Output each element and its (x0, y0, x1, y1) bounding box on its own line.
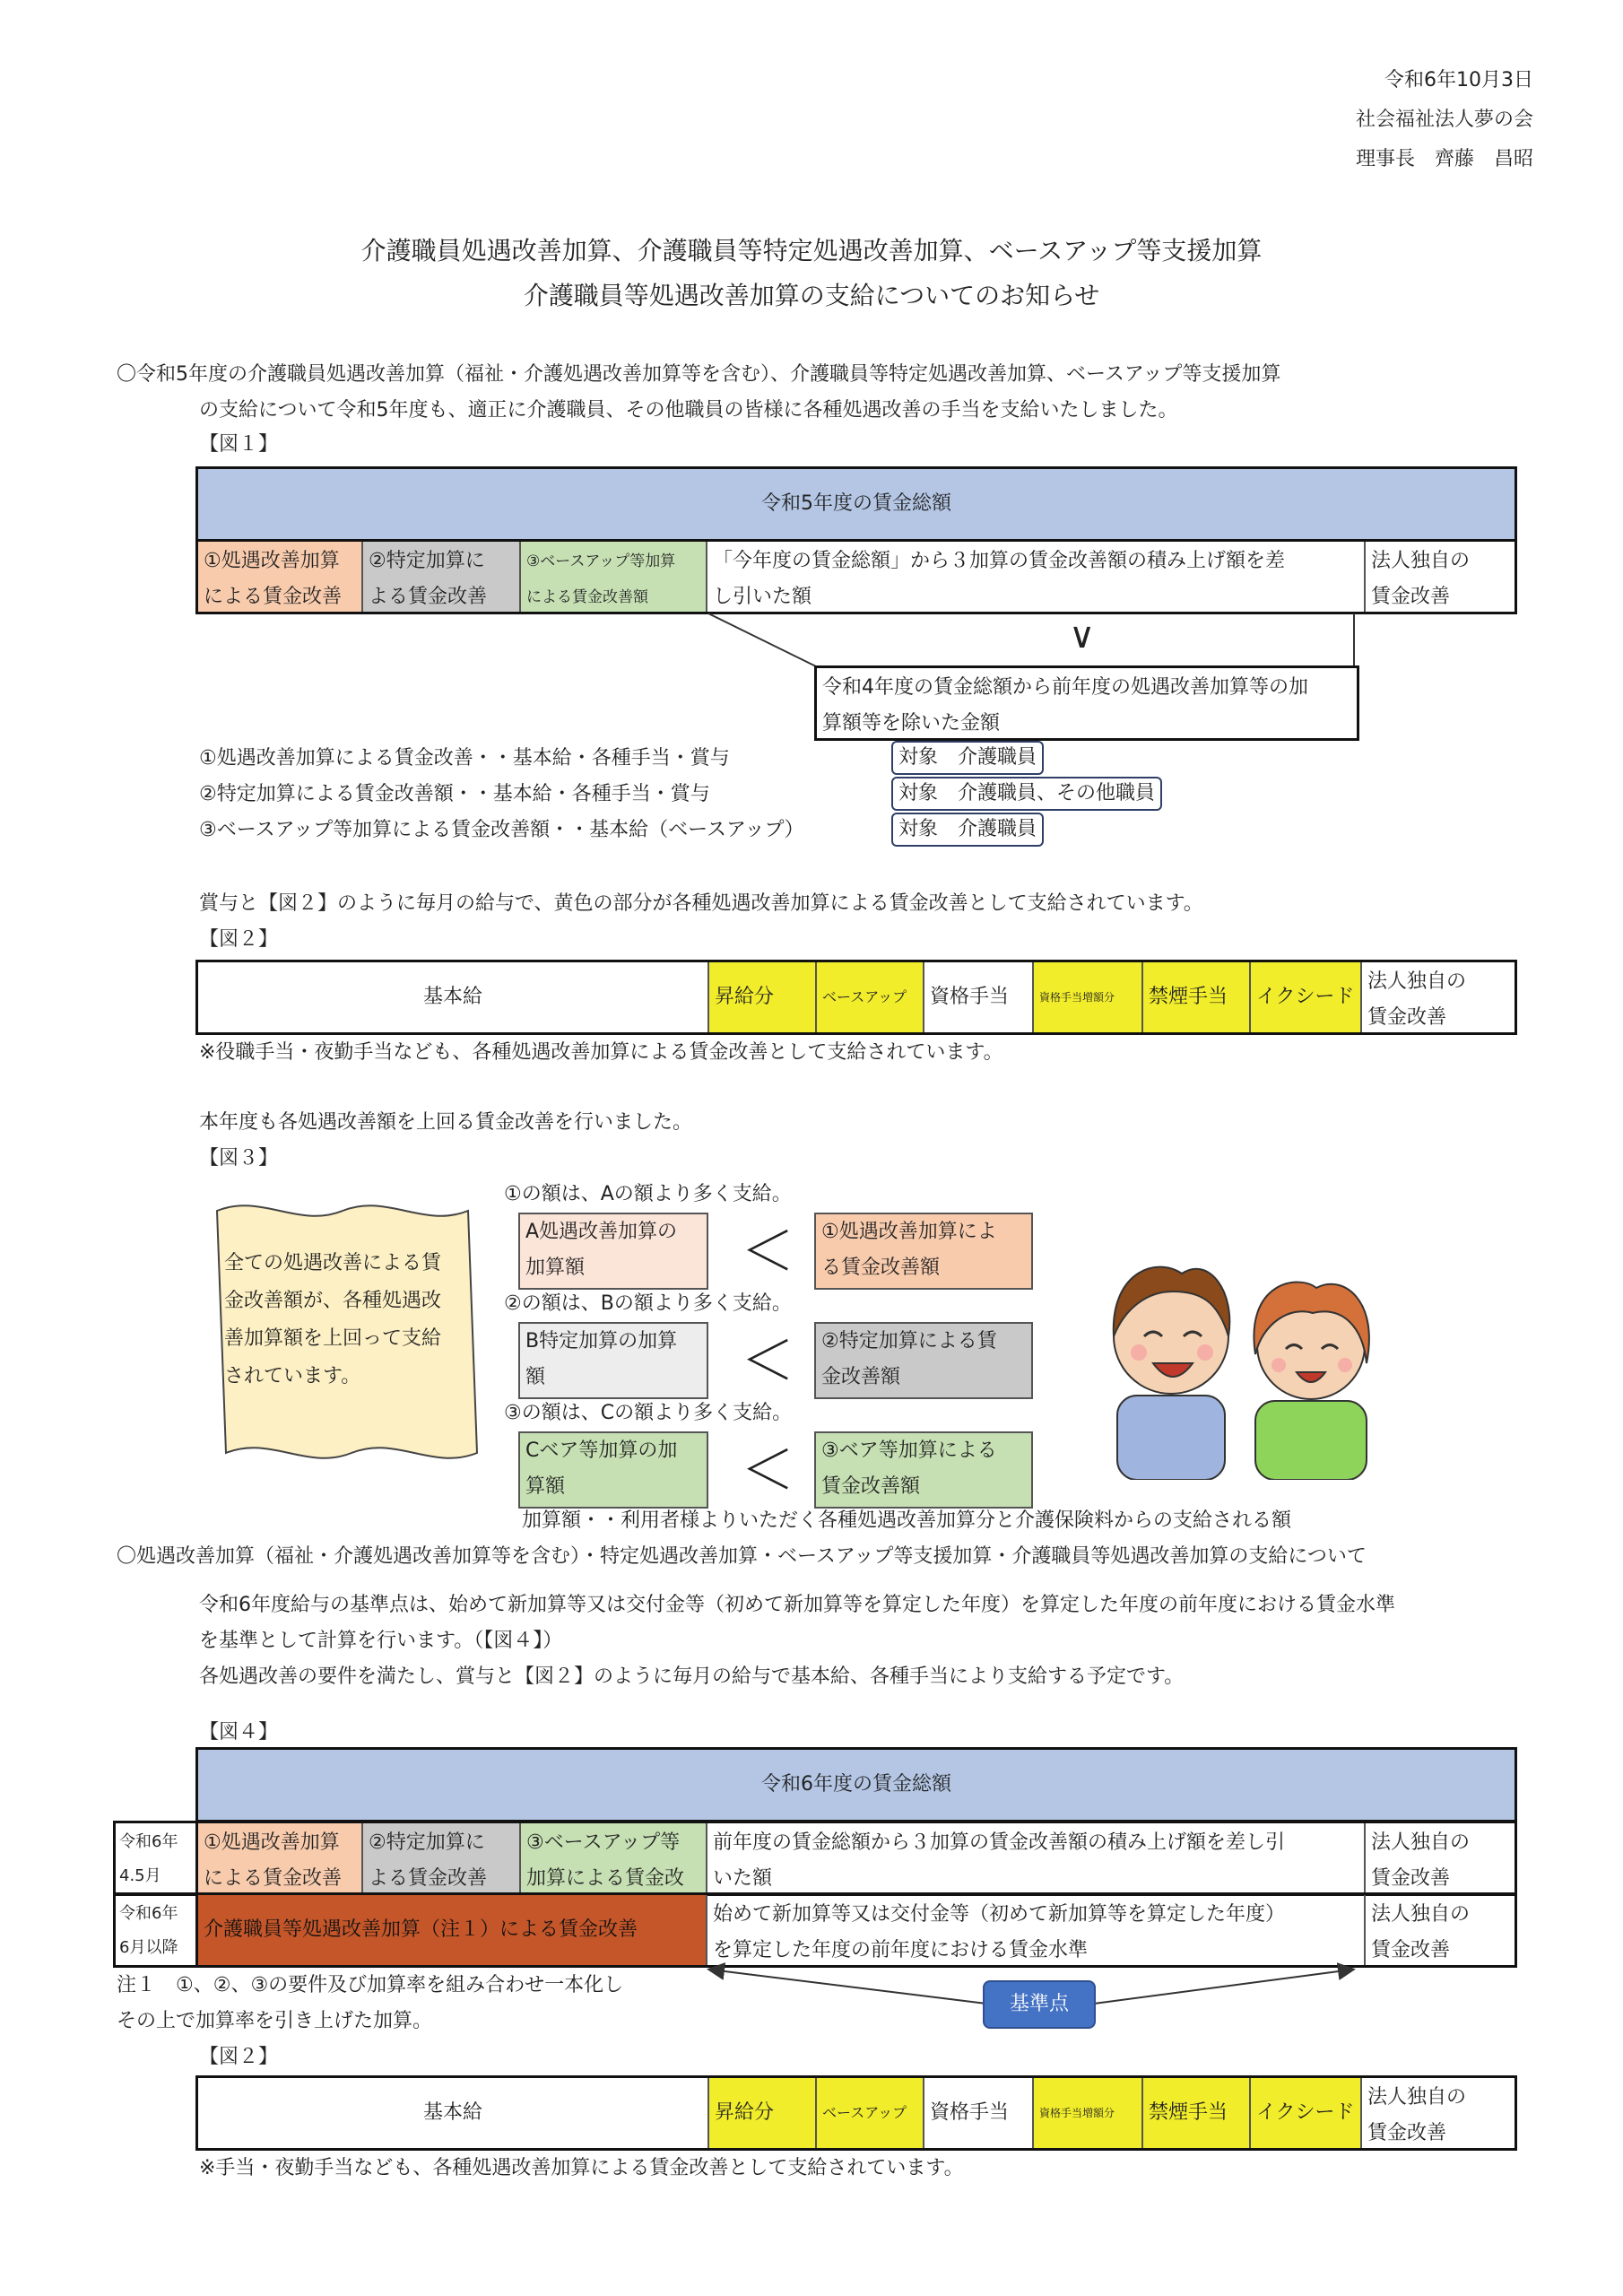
fig2b-cell-original (1362, 2078, 1515, 2148)
fig1-greater-than: ∨ (1069, 615, 1096, 657)
fig4-r2-original-line2: 賃金改善 (1371, 1939, 1451, 1961)
page-title-line1: 介護職員処遇改善加算、介護職員等特定処遇改善加算、ベースアップ等支援加算 (360, 236, 1263, 265)
fig3-scroll-line2: 金改善額が、各種処遇改 (224, 1290, 442, 1312)
fig1-header (195, 466, 1517, 542)
fig4-header-text: 令和6年度の賃金総額 (761, 1773, 951, 1796)
fig3-row3-less-than: ＜ (741, 1439, 794, 1502)
fig4-r1-tokutei-line2: よる賃金改善 (369, 1867, 488, 1890)
fig3-row1-heading: ①の額は、Aの額より多く支給。 (504, 1183, 792, 1205)
fig4-header (195, 1747, 1517, 1822)
fig4-r1-baseup-line1: ③ベースアップ等 (526, 1831, 681, 1854)
fig1-cell-remainder (707, 542, 1366, 612)
header-block (1356, 61, 1533, 179)
fig3-row3-left-line2: 算額 (525, 1475, 566, 1498)
fig4-label: 【図４】 (199, 1721, 279, 1744)
issue-date: 令和6年10月3日 (1384, 69, 1533, 91)
fig2-cell-shokyu: 昇給分 (709, 962, 817, 1032)
fig3-row1-left-line1: A処遇改善加算の (525, 1221, 678, 1243)
organization-name: 社会福祉法人夢の会 (1355, 109, 1533, 131)
fig4-note2: その上で加算率を引き上げた加算。 (117, 2010, 433, 2032)
fig1-cell-shogu (198, 542, 363, 612)
fig4-r2-kijun-line1: 始めて新加算等又は交付金等（初めて新加算等を算定した年度） (713, 1903, 1286, 1926)
fig3-intro: 本年度も各処遇改善額を上回る賃金改善を行いました。 (199, 1111, 693, 1134)
target-tag-3: 対象 介護職員 (891, 813, 1044, 847)
fig2b-cell-baseup: ベースアップ (817, 2078, 924, 2148)
page-title-line2: 介護職員等処遇改善加算の支給についてのお知らせ (523, 281, 1100, 310)
fig4-row1 (195, 1821, 1517, 1896)
fig2-cell-shikaku-zogaku: 資格手当増額分 (1034, 962, 1143, 1032)
fig3-row1-right (814, 1213, 1033, 1290)
fig3-row1-right-line1: ①処遇改善加算によ (821, 1221, 997, 1243)
fig3-row1-less-than: ＜ (741, 1221, 794, 1283)
fig4-r2-kaizen: 介護職員等処遇改善加算（注１）による賃金改善 (198, 1895, 707, 1965)
fig1-note-box (814, 665, 1359, 741)
smiling-people-illustration (1101, 1238, 1388, 1480)
fig4-row2-label-line1: 令和6年 (119, 1904, 178, 1923)
fig4-r2-original-line1: 法人独自の (1371, 1903, 1471, 1926)
fig1-cell-shogu-line1: ①処遇改善加算 (204, 550, 340, 572)
fig4-row2 (195, 1892, 1517, 1968)
fig2-cell-original-line1: 法人独自の (1367, 970, 1467, 993)
fig3-row2-right (814, 1322, 1033, 1399)
fig2b-cell-kinen: 禁煙手当 (1143, 2078, 1251, 2148)
fig4-r1-remainder (707, 1823, 1366, 1893)
fig4-r1-original-line2: 賃金改善 (1371, 1867, 1451, 1890)
fig1-cell-baseup-line2: による賃金改善額 (526, 588, 648, 606)
fig2-cell-original (1362, 962, 1515, 1032)
fig2-cell-kinen: 禁煙手当 (1143, 962, 1251, 1032)
fig2-cell-original-line2: 賃金改善 (1367, 1006, 1447, 1029)
fig1-cell-tokutei-line1: ②特定加算に (369, 550, 485, 572)
fig1-cell-tokutei (363, 542, 521, 612)
fig2b-note: ※手当・夜勤手当なども、各種処遇改善加算による賃金改善として支給されています。 (199, 2157, 964, 2179)
fig1-cell-baseup-line1: ③ベースアップ等加算 (526, 552, 676, 570)
section2-para3: 各処遇改善の要件を満たし、賞与と【図２】のように毎月の給与で基本給、各種手当により支給する予定です。 (199, 1665, 1185, 1688)
fig4-row1-label (113, 1821, 198, 1896)
target-tag-2: 対象 介護職員、その他職員 (891, 777, 1162, 811)
fig1-cell-tokutei-line2: よる賃金改善 (369, 586, 488, 608)
fig1-row (195, 539, 1517, 614)
fig2b-table (195, 2075, 1517, 2151)
fig3-row3-left (518, 1431, 708, 1509)
fig4-r1-shogu-line1: ①処遇改善加算 (204, 1831, 340, 1854)
fig2-note: ※役職手当・夜勤手当なども、各種処遇改善加算による賃金改善として支給されています。 (199, 1041, 1003, 1064)
fig1-cell-original (1366, 542, 1515, 612)
fig3-scroll-line4: されています。 (224, 1365, 361, 1387)
fig4-row2-label (113, 1892, 198, 1968)
fig1-cell-remainder-line2: し引いた額 (713, 586, 812, 608)
fig2b-cell-shikaku-zogaku: 資格手当増額分 (1034, 2078, 1143, 2148)
section2-heading: 〇処遇改善加算（福祉・介護処遇改善加算等を含む）・特定処遇改善加算・ベースアップ等支援加算・介護職員等処遇改善加算の支給について (117, 1545, 1367, 1568)
fig4-r1-tokutei (363, 1823, 521, 1893)
fig4-r1-original-line1: 法人独自の (1371, 1831, 1471, 1854)
fig4-r2-original (1366, 1895, 1515, 1965)
fig3-row3-left-line1: Cベア等加算の加 (525, 1439, 678, 1462)
fig3-scroll-text (224, 1245, 441, 1396)
fig1-note-line2: 算額等を除いた金額 (822, 712, 1001, 735)
fig1-note-line1: 令和4年度の賃金総額から前年度の処遇改善加算等の加 (822, 676, 1308, 699)
fig1-label: 【図１】 (199, 433, 279, 456)
fig4-r2-kijun-line2: を算定した年度の前年度における賃金水準 (713, 1939, 1089, 1961)
fig3-label: 【図３】 (199, 1147, 279, 1170)
fig4-r1-shogu (198, 1823, 363, 1893)
fig2b-cell-original-line1: 法人独自の (1367, 2086, 1467, 2109)
fig1-cell-baseup (521, 542, 707, 612)
fig2-table (195, 960, 1517, 1035)
fig2-cell-base: 基本給 (198, 962, 709, 1032)
fig4-r1-tokutei-line1: ②特定加算に (369, 1831, 485, 1854)
fig3-row2-left-line1: B特定加算の加算 (525, 1330, 678, 1352)
fig3-row2-left (518, 1322, 708, 1399)
fig1-cell-shogu-line2: による賃金改善 (204, 586, 343, 608)
fig4-r1-baseup (521, 1823, 707, 1893)
fig3-row2-right-line2: 金改善額 (821, 1366, 901, 1388)
fig1-cell-original-line1: 法人独自の (1371, 550, 1471, 572)
fig4-r2-kijun-text (707, 1895, 1366, 1965)
fig2b-cell-shikaku: 資格手当 (924, 2078, 1034, 2148)
fig4-r1-remainder-line1: 前年度の賃金総額から３加算の賃金改善額の積み上げ額を差し引 (713, 1831, 1286, 1854)
fig3-row2-left-line2: 額 (525, 1366, 546, 1388)
fig1-cell-remainder-line1: 「今年度の賃金総額」から３加算の賃金改善額の積み上げ額を差 (713, 550, 1286, 572)
fig3-row3-right-line1: ③ベア等加算による (821, 1439, 997, 1462)
fig4-note1: 注１ ①、②、③の要件及び加算率を組み合わせ一本化し (117, 1974, 624, 1996)
fig2b-cell-shokyu: 昇給分 (709, 2078, 817, 2148)
fig4-r1-shogu-line2: による賃金改善 (204, 1867, 343, 1890)
target-label-2: ②特定加算による賃金改善額・・基本給・各種手当・賞与 (199, 783, 710, 805)
target-tag-1: 対象 介護職員 (891, 741, 1044, 775)
fig2-cell-exceed: イクシード (1251, 962, 1362, 1032)
target-label-1: ①処遇改善加算による賃金改善・・基本給・各種手当・賞与 (199, 747, 730, 770)
kijun-point-badge: 基準点 (983, 1980, 1096, 2029)
fig2-intro: 賞与と【図２】のように毎月の給与で、黄色の部分が各種処遇改善加算による賃金改善として支給されています。 (199, 892, 1203, 915)
section1-heading: 〇令和5年度の介護職員処遇改善加算（福祉・介護処遇改善加算等を含む）、介護職員等特定処遇改善加算、ベースアップ等支援加算 (117, 363, 1281, 386)
fig3-scroll-line1: 全ての処遇改善による賃 (224, 1252, 442, 1274)
fig3-row3-heading: ③の額は、Cの額より多く支給。 (504, 1402, 793, 1424)
fig1-cell-original-line2: 賃金改善 (1371, 586, 1451, 608)
fig3-row2-right-line1: ②特定加算による賃 (821, 1330, 997, 1352)
fig2-cell-baseup: ベースアップ (817, 962, 924, 1032)
fig2-cell-shikaku: 資格手当 (924, 962, 1034, 1032)
fig3-scroll-line3: 善加算額を上回って支給 (224, 1327, 442, 1350)
fig3-row2-heading: ②の額は、Bの額より多く支給。 (504, 1292, 792, 1315)
fig3-row2-less-than: ＜ (741, 1330, 794, 1393)
fig4-r1-remainder-line2: いた額 (713, 1867, 773, 1890)
fig3-row3-right-line2: 賃金改善額 (821, 1475, 921, 1498)
fig3-footnote: 加算額・・利用者様よりいただく各種処遇改善加算分と介護保険料からの支給される額 (522, 1509, 1292, 1532)
fig4-r1-original (1366, 1823, 1515, 1893)
section2-para1: 令和6年度給与の基準点は、始めて新加算等又は交付金等（初めて新加算等を算定した年度）を算定した年度の前年度における賃金水準 (199, 1594, 1396, 1616)
fig3-row3-right (814, 1431, 1033, 1509)
fig4-row1-label-line1: 令和6年 (119, 1832, 178, 1851)
fig2b-cell-exceed: イクシード (1251, 2078, 1362, 2148)
fig4-r1-baseup-line2: 加算による賃金改 (526, 1867, 685, 1890)
fig4-row2-label-line2: 6月以降 (119, 1938, 178, 1957)
fig3-row1-right-line2: る賃金改善額 (821, 1257, 941, 1279)
fig2b-cell-original-line2: 賃金改善 (1367, 2122, 1447, 2144)
fig3-row1-left-line2: 加算額 (525, 1257, 586, 1279)
fig3-row1-left (518, 1213, 708, 1290)
section1-text: の支給について令和5年度も、適正に介護職員、その他職員の皆様に各種処遇改善の手当を支給いたしました。 (199, 399, 1178, 422)
fig2b-cell-base: 基本給 (198, 2078, 709, 2148)
fig4-row1-label-line2: 4.5月 (119, 1866, 161, 1885)
signer-name: 理事長 齊藤 昌昭 (1355, 148, 1533, 170)
fig2b-label: 【図２】 (199, 2046, 279, 2068)
fig1-header-text: 令和5年度の賃金総額 (761, 492, 951, 515)
section2-para2: を基準として計算を行います。（【図４】） (199, 1630, 563, 1652)
fig2-label: 【図２】 (199, 928, 279, 951)
target-label-3: ③ベースアップ等加算による賃金改善額・・基本給（ベースアップ） (199, 819, 804, 841)
